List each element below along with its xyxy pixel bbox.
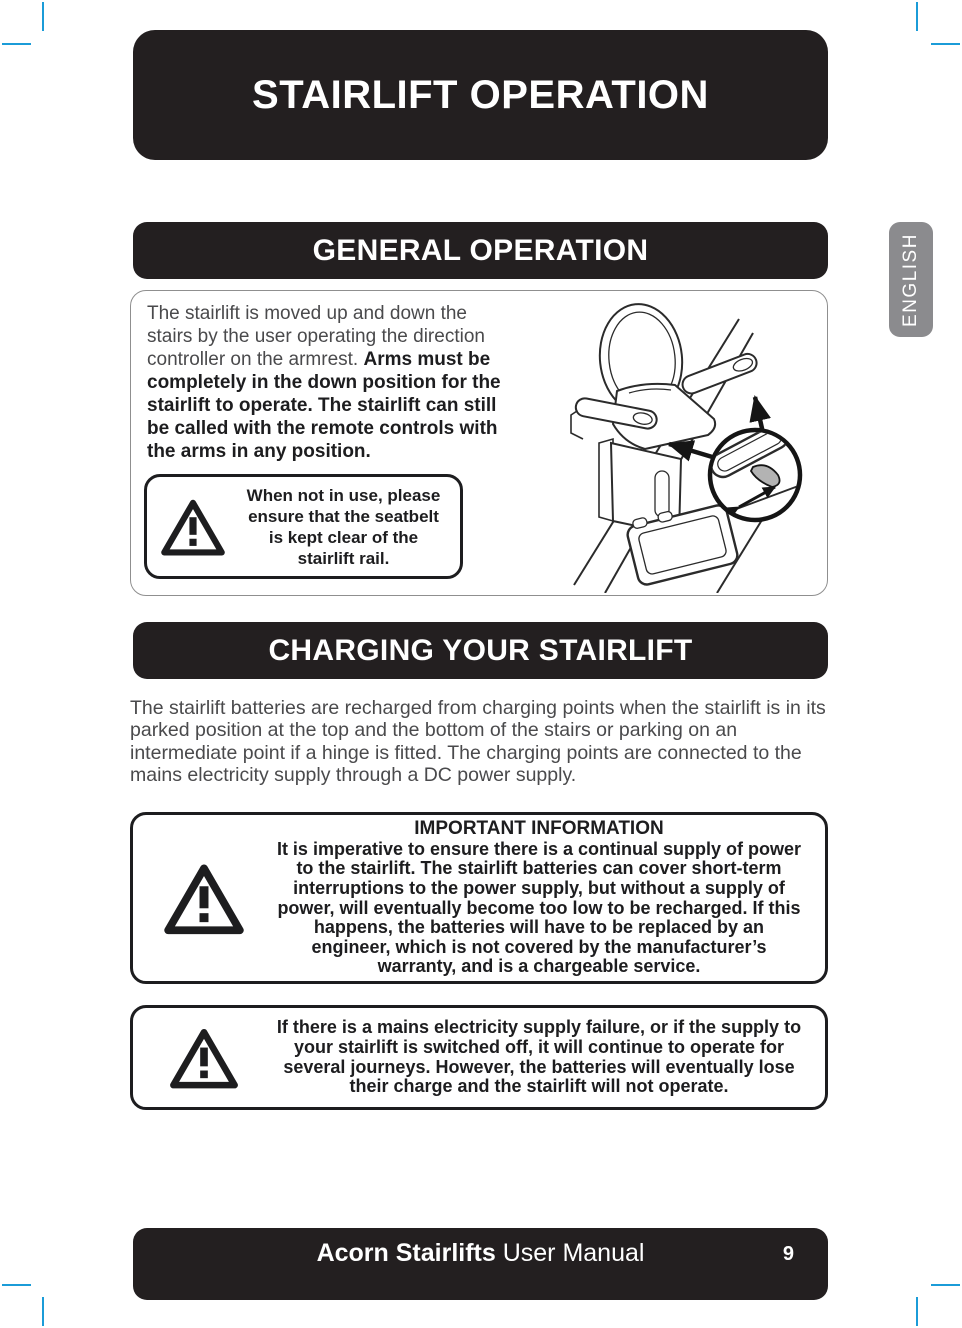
warning-triangle-icon xyxy=(133,861,275,936)
stairlift-illustration-icon xyxy=(569,293,825,593)
warning-triangle-icon xyxy=(147,497,239,557)
crop-mark-top-left-h xyxy=(2,43,31,45)
footer-bar xyxy=(133,1228,828,1300)
far-armrest xyxy=(680,351,759,396)
crop-mark-bottom-right-v xyxy=(916,1297,918,1326)
seatbelt-warning-box xyxy=(144,474,463,579)
page-number: 9 xyxy=(782,1243,794,1265)
crop-mark-top-right-v xyxy=(916,2,918,31)
crop-mark-bottom-right-h xyxy=(931,1284,960,1286)
footer-brand: Acorn Stairlifts xyxy=(316,1239,496,1267)
charging-heading: CHARGING YOUR STAIRLIFT xyxy=(268,633,693,667)
supply-failure-warning-text: If there is a mains electricity supply failure, or if the supply to your stairlift is switched off, it will continue to operate for several journeys. However, the batteries will eventually lose their charge and the stairlift will not operate. xyxy=(276,1017,802,1097)
crop-mark-bottom-left-h xyxy=(2,1284,31,1286)
charging-paragraph: The stairlift batteries are recharged from charging points when the stairlift is in its parked position at the top and the bottom of the stairs or parking on an intermediate point if a hinge is fitted. The charging points are connected to the mains electricity supply through a DC power supply. xyxy=(130,697,826,786)
crop-mark-bottom-left-v xyxy=(42,1297,44,1326)
footer-title xyxy=(133,1239,828,1268)
important-information-body: It is imperative to ensure there is a continual supply of power to the stairlift. The stairlift batteries can cover short-term interruptions to the power supply, but without a supply of power, will eventually become too low to be recharged. If this happens, the batteries will have to be replaced by an engineer, which is not covered by the manufacturer’s warranty, and is a chargeable service. xyxy=(276,838,802,977)
general-operation-heading-bar xyxy=(133,222,828,279)
general-operation-text xyxy=(147,302,509,463)
controller-magnifier xyxy=(707,421,801,520)
important-information-box xyxy=(130,812,828,984)
supply-failure-warning-box xyxy=(130,1005,828,1110)
page-title-bar xyxy=(133,30,828,160)
general-operation-box xyxy=(130,290,828,596)
seatbelt-warning-text: When not in use, please ensure that the seatbelt is kept clear of the stairlift rail. xyxy=(246,485,441,568)
language-tab-english xyxy=(889,222,933,337)
crop-mark-top-left-v xyxy=(42,2,44,31)
warning-triangle-icon xyxy=(133,1026,275,1090)
general-operation-heading: GENERAL OPERATION xyxy=(312,233,649,267)
footer-suffix: User Manual xyxy=(495,1239,645,1267)
crop-mark-top-right-h xyxy=(931,43,960,45)
charging-heading-bar xyxy=(133,622,828,679)
important-information-title: IMPORTANT INFORMATION xyxy=(414,818,664,840)
page-title: STAIRLIFT OPERATION xyxy=(252,72,709,117)
intro-regular-text: The stairlift is moved up and down the stairs by the user operating the direction controller on the armrest. xyxy=(147,303,485,370)
language-tab-label: ENGLISH xyxy=(900,232,921,327)
intro-bold-text: Arms must be completely in the down position for the stairlift to operate. The stairlift can still be called with the remote controls with the arms in any position. xyxy=(147,349,501,462)
